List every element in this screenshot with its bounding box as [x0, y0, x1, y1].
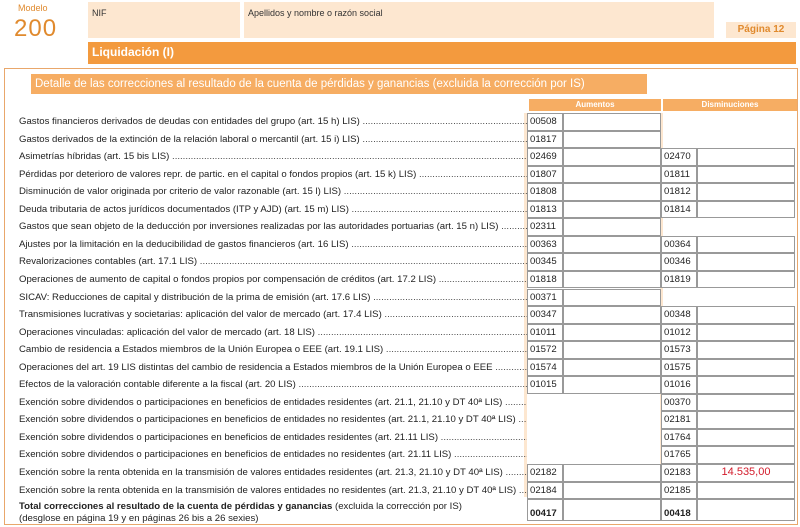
total-dis-code — [661, 499, 697, 521]
disminuciones-input[interactable] — [697, 183, 795, 201]
name-field[interactable] — [244, 2, 714, 38]
disminuciones-input[interactable] — [697, 166, 795, 184]
aumentos-input[interactable] — [563, 306, 661, 324]
aumentos-code: 02469 — [527, 148, 563, 166]
aumentos-input[interactable] — [563, 236, 661, 254]
row-label: Deuda tributaria de actos jurídicos documentados (ITP y AJD) (art. 15 m) LIS) ..... — [19, 204, 527, 215]
disminuciones-code: 01819 — [661, 271, 697, 289]
aumentos-input[interactable] — [563, 166, 661, 184]
aumentos-code: 01813 — [527, 201, 563, 219]
disminuciones-input[interactable] — [697, 394, 795, 412]
row-label: Operaciones de aumento de capital o fondos propios por compensación de créditos (art. 17.2 LIS) ..... — [19, 274, 527, 285]
aumentos-code: 00345 — [527, 253, 563, 271]
aumentos-code: 02182 — [527, 464, 563, 482]
total-aum-code-text: 00417 — [530, 508, 557, 519]
row-label: Operaciones vinculadas: aplicación del valor de mercado (art. 18 LIS) ..... — [19, 327, 527, 338]
section-title-bar — [88, 42, 796, 64]
disminuciones-code: 01812 — [661, 183, 697, 201]
table-row — [19, 218, 795, 236]
aumentos-code: 01808 — [527, 183, 563, 201]
row-label: Revalorizaciones contables (art. 17.1 LIS) ..... — [19, 256, 527, 267]
disminuciones-input[interactable] — [697, 306, 795, 324]
disminuciones-input[interactable] — [697, 359, 795, 377]
row-label: SICAV: Reducciones de capital y distribución de la prima de emisión (art. 17.6 LIS) ..... — [19, 292, 527, 303]
modelo-label: Modelo — [18, 3, 48, 13]
disminuciones-input[interactable] — [697, 271, 795, 289]
disminuciones-code: 01814 — [661, 201, 697, 219]
table-row — [19, 376, 795, 394]
total-dis-code-text: 00418 — [664, 508, 691, 519]
aumentos-input[interactable] — [563, 341, 661, 359]
disminuciones-code: 01764 — [661, 429, 697, 447]
aumentos-code: 01818 — [527, 271, 563, 289]
col-header-aumentos: Aumentos — [529, 99, 661, 111]
total-breakdown-note: (desglose en página 19 y en páginas 26 bis a 26 sexies) — [19, 513, 259, 524]
total-dis-input[interactable] — [697, 499, 795, 521]
disminuciones-code: 02181 — [661, 411, 697, 429]
table-row — [19, 131, 795, 149]
row-label: Exención sobre la renta obtenida en la transmisión de valores entidades no residentes (art. 21.3, 21.10 y DT 40ª LIS) ..... — [19, 485, 527, 496]
disminuciones-input[interactable] — [697, 236, 795, 254]
aumentos-code: 00371 — [527, 289, 563, 307]
disminuciones-input[interactable] — [697, 324, 795, 342]
disminuciones-code: 01575 — [661, 359, 697, 377]
disminuciones-code: 01811 — [661, 166, 697, 184]
aumentos-input[interactable] — [563, 253, 661, 271]
aumentos-code: 00347 — [527, 306, 563, 324]
disminuciones-code: 01016 — [661, 376, 697, 394]
aumentos-input[interactable] — [563, 218, 661, 236]
table-row — [19, 289, 795, 307]
row-label: Cambio de residencia a Estados miembros de la Unión Europea o EEE (art. 19.1 LIS) ..... — [19, 344, 527, 355]
nif-field[interactable] — [88, 2, 240, 38]
disminuciones-input[interactable] — [697, 429, 795, 447]
disminuciones-input[interactable] — [697, 411, 795, 429]
total-label — [19, 501, 462, 512]
row-label: Gastos que sean objeto de la deducción por inversiones realizadas por las autoridades portuarias (art. 15 n) LIS) ..... — [19, 221, 527, 232]
row-label: Disminución de valor originada por criterio de valor razonable (art. 15 l) LIS) ..... — [19, 186, 527, 197]
aumentos-input[interactable] — [563, 113, 661, 131]
aumentos-code: 00363 — [527, 236, 563, 254]
disminuciones-input[interactable] — [697, 253, 795, 271]
total-label-note: (excluida la corrección por IS) — [335, 501, 462, 512]
table-row — [19, 429, 795, 447]
table-row — [19, 113, 795, 131]
aumentos-input[interactable] — [563, 376, 661, 394]
form-header — [0, 0, 800, 44]
table-row — [19, 411, 795, 429]
table-row — [19, 271, 795, 289]
disminuciones-input[interactable] — [697, 482, 795, 500]
disminuciones-code: 02470 — [661, 148, 697, 166]
disminuciones-code: 00348 — [661, 306, 697, 324]
table-row — [19, 306, 795, 324]
table-row — [19, 253, 795, 271]
row-label: Gastos derivados de la extinción de la relación laboral o mercantil (art. 15 i) LIS) ..... — [19, 134, 527, 145]
table-row — [19, 324, 795, 342]
aumentos-input[interactable] — [563, 464, 661, 482]
table-row — [19, 394, 795, 412]
aumentos-code: 01807 — [527, 166, 563, 184]
aumentos-input[interactable] — [563, 482, 661, 500]
disminuciones-input[interactable] — [697, 201, 795, 219]
aumentos-input[interactable] — [563, 183, 661, 201]
disminuciones-code: 01573 — [661, 341, 697, 359]
row-label: Operaciones del art. 19 LIS distintas del cambio de residencia a Estados miembros de la Unión Europea o EEE ..... — [19, 362, 527, 373]
row-label: Pérdidas por deterioro de valores repr. de partic. en el capital o fondos propios (art. 15 k) LIS) ..... — [19, 169, 527, 180]
col-header-disminuciones: Disminuciones — [663, 99, 797, 111]
disminuciones-code: 01765 — [661, 446, 697, 464]
page-number: Página 12 — [726, 22, 796, 38]
aumentos-code: 01015 — [527, 376, 563, 394]
aumentos-input[interactable] — [563, 201, 661, 219]
row-label: Exención sobre la renta obtenida en la transmisión de valores entidades residentes (art. 21.3, 21.10 y DT 40ª LIS) ..... — [19, 467, 527, 478]
disminuciones-input[interactable]: 14.535,00 — [697, 464, 795, 482]
disminuciones-input[interactable] — [697, 376, 795, 394]
disminuciones-code: 00370 — [661, 394, 697, 412]
aumentos-code: 02184 — [527, 482, 563, 500]
aumentos-code: 01011 — [527, 324, 563, 342]
row-label: Gastos financieros derivados de deudas con entidades del grupo (art. 15 h) LIS) ..... — [19, 116, 527, 127]
disminuciones-input[interactable] — [697, 148, 795, 166]
aumentos-input[interactable] — [563, 289, 661, 307]
panel-subtitle: Detalle de las correcciones al resultado de la cuenta de pérdidas y ganancias (excluida la corrección por IS) — [31, 74, 647, 94]
aumentos-code: 01817 — [527, 131, 563, 149]
aumentos-input[interactable] — [563, 324, 661, 342]
disminuciones-code: 00364 — [661, 236, 697, 254]
disminuciones-code: 02185 — [661, 482, 697, 500]
table-row — [19, 446, 795, 464]
aumentos-input[interactable] — [563, 148, 661, 166]
table-row — [19, 166, 795, 184]
disminuciones-code: 02183 — [661, 464, 697, 482]
name-label: Apellidos y nombre o razón social — [248, 8, 383, 18]
total-aum-code — [527, 499, 563, 521]
corrections-panel — [4, 68, 798, 525]
row-label: Exención sobre dividendos o participaciones en beneficios de entidades no residentes (art. 21.1, 21.10 y DT 40ª LIS) ..... — [19, 414, 527, 425]
disminuciones-input[interactable] — [697, 446, 795, 464]
modelo-number: 200 — [14, 15, 58, 42]
row-label: Efectos de la valoración contable diferente a la fiscal (art. 20 LIS) ..... — [19, 379, 527, 390]
table-row — [19, 359, 795, 377]
disminuciones-code: 00346 — [661, 253, 697, 271]
table-row — [19, 148, 795, 166]
aumentos-code: 00508 — [527, 113, 563, 131]
table-row — [19, 464, 795, 482]
row-label: Exención sobre dividendos o participaciones en beneficios de entidades residentes (art. 21.1, 21.10 y DT 40ª LIS) ..... — [19, 397, 527, 408]
table-row — [19, 183, 795, 201]
total-aum-input[interactable] — [563, 499, 661, 521]
aumentos-code: 01574 — [527, 359, 563, 377]
row-label: Asimetrías híbridas (art. 15 bis LIS) ..... — [19, 151, 527, 162]
table-row — [19, 236, 795, 254]
row-label: Transmisiones lucrativas y societarias: aplicación del valor de mercado (art. 17.4 LIS) ..... — [19, 309, 527, 320]
aumentos-input[interactable] — [563, 271, 661, 289]
aumentos-input[interactable] — [563, 131, 661, 149]
disminuciones-code: 01012 — [661, 324, 697, 342]
section-title: Liquidación (I) — [92, 45, 174, 59]
nif-label: NIF — [92, 8, 107, 18]
aumentos-code: 01572 — [527, 341, 563, 359]
row-label: Exención sobre dividendos o participaciones en beneficios de entidades residentes (art. 21.11 LIS) ..... — [19, 432, 527, 443]
disminuciones-input[interactable] — [697, 341, 795, 359]
row-label: Exención sobre dividendos o participaciones en beneficios de entidades no residentes (art. 21.11 LIS) ..... — [19, 449, 527, 460]
table-row — [19, 201, 795, 219]
table-row — [19, 482, 795, 500]
aumentos-code: 02311 — [527, 218, 563, 236]
aumentos-input[interactable] — [563, 359, 661, 377]
row-label: Ajustes por la limitación en la deducibilidad de gastos financieros (art. 16 LIS) ..... — [19, 239, 527, 250]
total-label-bold: Total correcciones al resultado de la cuenta de pérdidas y ganancias — [19, 501, 333, 512]
table-row — [19, 341, 795, 359]
